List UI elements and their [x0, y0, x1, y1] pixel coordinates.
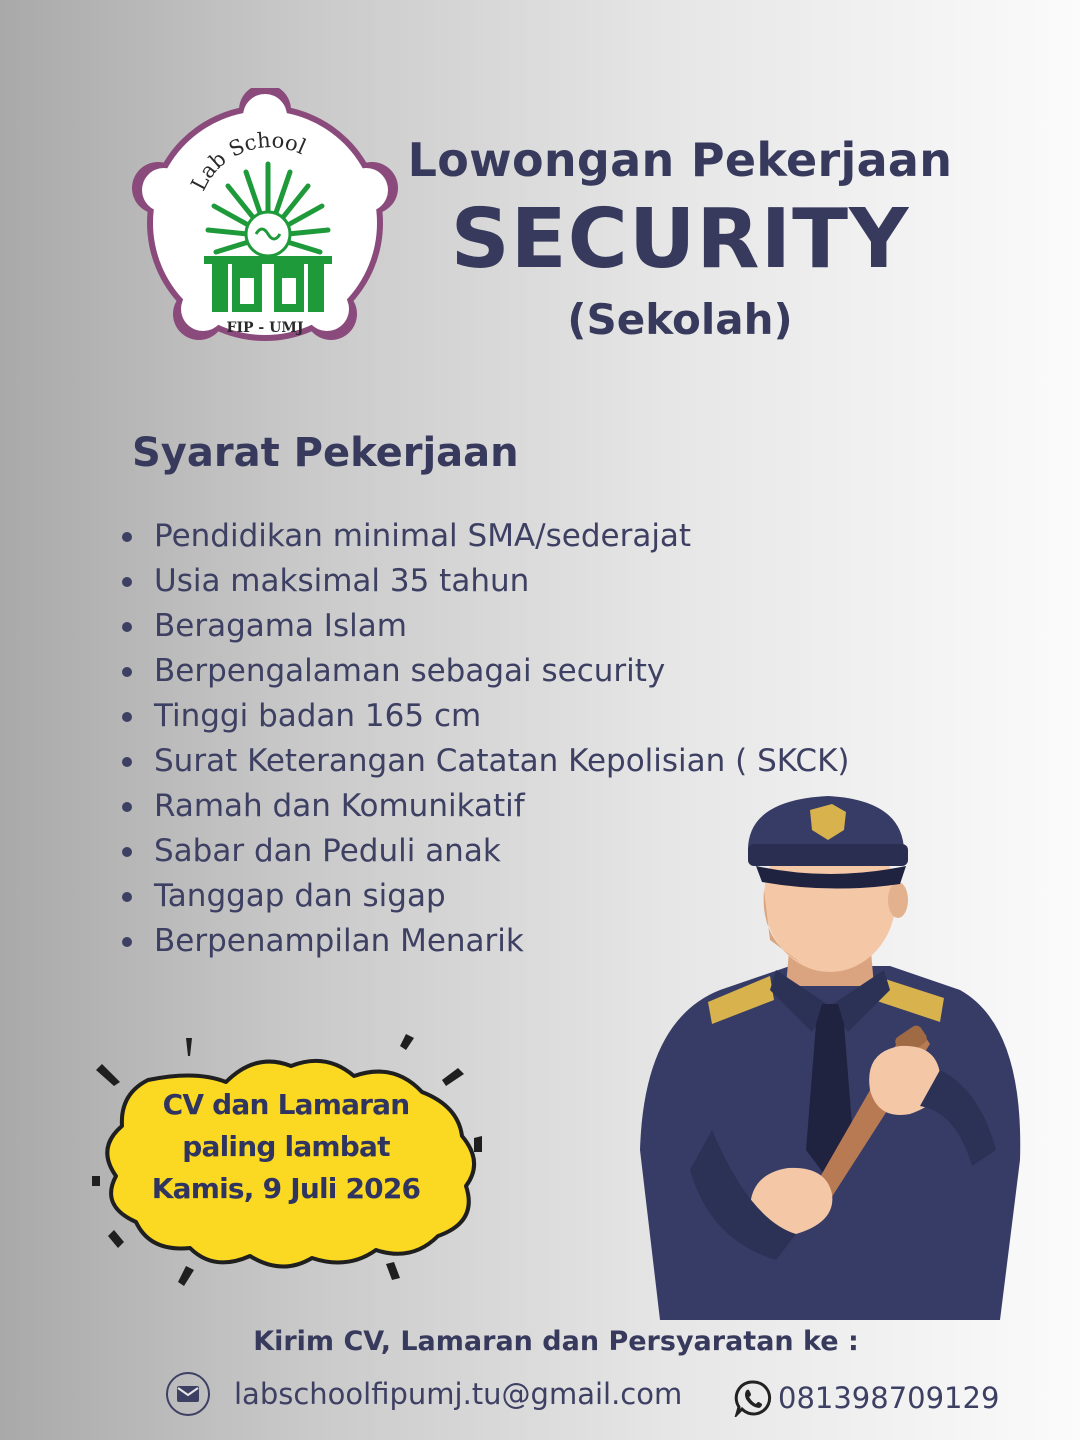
list-item: Berpengalaman sebagai security: [120, 649, 850, 694]
list-item: Tinggi badan 165 cm: [120, 694, 850, 739]
bullet-icon: [122, 532, 132, 542]
deadline-text: [86, 1084, 486, 1210]
list-item: Pendidikan minimal SMA/sederajat: [120, 514, 850, 559]
phone-contact[interactable]: [734, 1374, 999, 1422]
deadline-line1: CV dan Lamaran: [162, 1088, 410, 1121]
title-line-security: SECURITY: [450, 192, 910, 287]
list-item: Beragama Islam: [120, 604, 850, 649]
title-block: [400, 128, 960, 352]
bullet-icon: [122, 892, 132, 902]
security-guard-illustration: [600, 790, 1040, 1320]
phone-number: 081398709129: [778, 1381, 1000, 1415]
lab-school-logo: [130, 88, 400, 358]
list-item: Sabar dan Peduli anak: [120, 829, 850, 874]
list-item: Surat Keterangan Catatan Kepolisian ( SKCK): [120, 739, 850, 784]
logo-arc-text: Lab School: [186, 128, 310, 195]
bullet-icon: [122, 667, 132, 677]
requirements-heading: Syarat Pekerjaan: [132, 430, 519, 476]
deadline-line3: Kamis, 9 Juli 2026: [151, 1172, 421, 1205]
list-item: Berpenampilan Menarik: [120, 919, 850, 964]
list-item: Usia maksimal 35 tahun: [120, 559, 850, 604]
deadline-line2: paling lambat: [182, 1130, 390, 1163]
mail-icon: [166, 1372, 210, 1416]
title-line-lowongan: Lowongan Pekerjaan: [407, 133, 953, 187]
whatsapp-icon: [734, 1379, 772, 1417]
bullet-icon: [122, 757, 132, 767]
bullet-icon: [122, 577, 132, 587]
title-line-sekolah: (Sekolah): [567, 295, 793, 344]
bullet-icon: [122, 712, 132, 722]
logo-base-text: FIP - UMJ: [226, 320, 304, 336]
bullet-icon: [122, 847, 132, 857]
email-contact[interactable]: [166, 1368, 682, 1420]
list-item: Tanggap dan sigap: [120, 874, 850, 919]
email-address: labschoolfipumj.tu@gmail.com: [234, 1377, 683, 1411]
bullet-icon: [122, 622, 132, 632]
bullet-icon: [122, 937, 132, 947]
bullet-icon: [122, 802, 132, 812]
contact-heading: Kirim CV, Lamaran dan Persyaratan ke :: [253, 1326, 859, 1357]
list-item: Ramah dan Komunikatif: [120, 784, 850, 829]
